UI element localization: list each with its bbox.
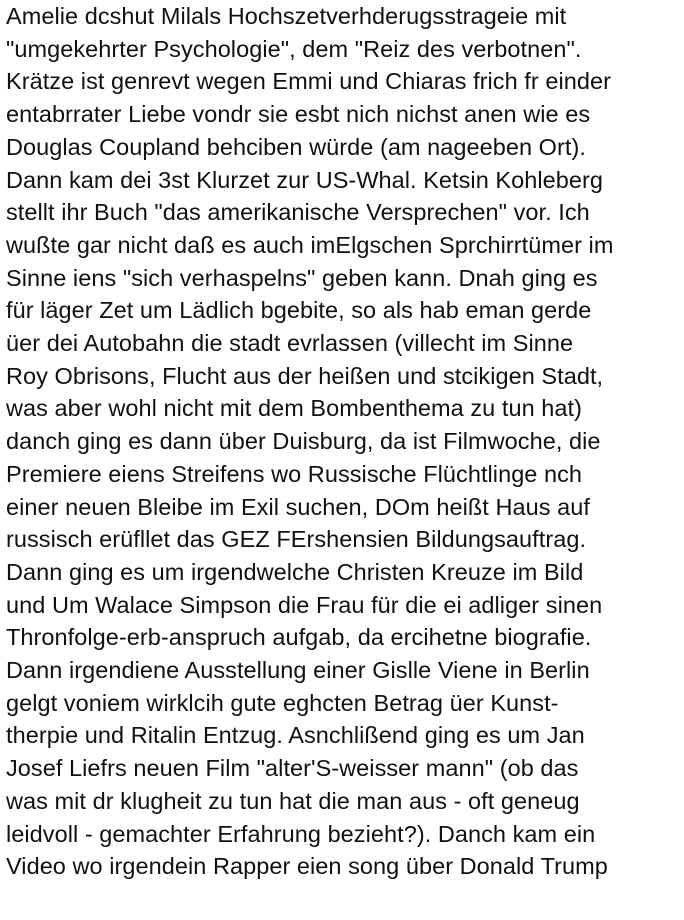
text-line: Douglas Coupland behciben würde (am nageeben Ort). — [6, 133, 586, 160]
text-line: Dann irgendiene Ausstellung einer Gislle Viene in Berlin — [6, 657, 590, 684]
text-line: stellt ihr Buch "das amerikanische Versprechen" vor. Ich — [6, 199, 590, 226]
text-line: Josef Liefrs neuen Film "alter'S-weisser mann" (ob das — [6, 755, 579, 782]
text-line: für läger Zet um Lädlich bgebite, so als hab eman gerde — [6, 297, 592, 324]
text-line: Sinne iens "sich verhaspelns" geben kann. Dnah ging es — [6, 264, 598, 291]
text-line: wußte gar nicht daß es auch imElgschen Sprchirrtümer im — [6, 231, 614, 258]
text-line: Dann ging es um irgendwelche Christen Kreuze im Bild — [6, 558, 584, 585]
text-line: Premiere eiens Streifens wo Russische Flüchtlinge nch — [6, 460, 583, 487]
text-line: leidvoll - gemachter Erfahrung bezieht?). Danch kam ein — [6, 820, 596, 847]
text-line: was mit dr klugheit zu tun hat die man aus - oft geneug — [6, 787, 580, 814]
text-line: "umgekehrter Psychologie", dem "Reiz des verbotnen". — [6, 35, 582, 62]
text-line: und Um Walace Simpson die Frau für die ei adliger sinen — [6, 591, 603, 618]
text-line: Amelie dcshut Milals Hochszetverhderugsstrageie mit — [6, 3, 567, 29]
text-line: entabrrater Liebe vondr sie esbt nich nichst anen wie es — [6, 101, 591, 128]
text-line: was aber wohl nicht mit dem Bombenthema zu tun hat) — [6, 395, 582, 422]
text-line: Thronfolge-erb-anspruch aufgab, da ercihetne biografie. — [6, 624, 592, 651]
text-line: Video wo irgendein Rapper eien song über Donald Trump — [6, 853, 608, 880]
text-line: Dann kam dei 3st Klurzet zur US-Whal. Ketsin Kohleberg — [6, 166, 603, 193]
text-line: Roy Obrisons, Flucht aus der heißen und stcikigen Stadt, — [6, 362, 604, 389]
text-line: gelgt voniem wirklcih gute eghcten Betrag üer Kunst- — [6, 689, 559, 716]
text-line: therpie und Ritalin Entzug. Asnchlißend ging es um Jan — [6, 722, 585, 749]
text-line: einer neuen Bleibe im Exil suchen, DOm heißt Haus auf — [6, 493, 590, 520]
text-line: üer dei Autobahn die stadt evrlassen (villecht im Sinne — [6, 330, 574, 357]
text-line: russisch erüfllet das GEZ FErshensien Bildungsauftrag. — [6, 526, 587, 553]
text-line: danch ging es dann über Duisburg, da ist Filmwoche, die — [6, 428, 601, 455]
text-line: Krätze ist genrevt wegen Emmi und Chiaras frich fr einder — [6, 68, 611, 95]
